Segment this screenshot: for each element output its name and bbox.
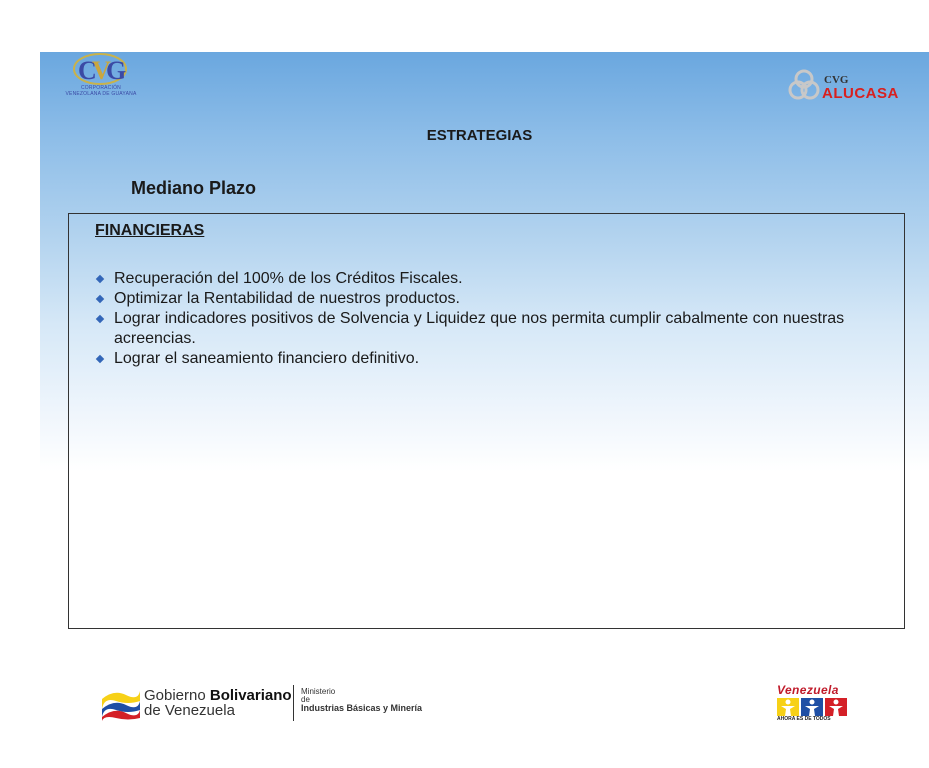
alucasa-name: ALUCASA [822,85,899,102]
venezuela-people-icon [777,698,847,716]
list-item [95,269,900,289]
bullet-diamond-icon [96,315,104,323]
cvg-caption-line2: VENEZOLANA DE GUAYANA [65,91,137,97]
svg-text:V: V [92,56,111,85]
footer-divider [293,685,294,721]
list-item-text: Optimizar la Rentabilidad de nuestros productos. [114,290,460,307]
list-item-text: Lograr el saneamiento financiero definitivo. [114,350,420,367]
bullet-diamond-icon [96,355,104,363]
footer-government-logo [100,685,460,725]
content-box [68,213,905,629]
list-item-text: Lograr indicadores positivos de Solvencia y Liquidez que nos permita cumplir cabalmente con nuestras acreencias. [114,310,845,347]
alucasa-prefix: CVG [824,74,849,86]
gov-line2: de Venezuela [144,702,235,719]
alucasa-logo [784,60,924,106]
ministry-line3: Industrias Básicas y Minería [301,703,423,713]
government-name [144,688,292,718]
list-item [95,349,900,369]
cvg-caption-line1: CORPORACIÓN [81,85,121,91]
cvg-logo [56,52,146,102]
bullet-list [95,269,900,369]
box-heading: FINANCIERAS [95,222,205,239]
venezuela-word: Venezuela [777,683,839,697]
list-item [95,309,900,349]
svg-text:G: G [106,56,127,85]
gov-line1-bold: Bolivariano [209,687,292,704]
cvg-caption [56,85,146,97]
list-item [95,289,900,309]
section-heading: Mediano Plazo [131,178,257,198]
venezuela-flag-icon [100,685,142,721]
bullet-diamond-icon [96,295,104,303]
list-item-text: Recuperación del 100% de los Créditos Fiscales. [114,270,463,287]
svg-text:C: C [78,56,97,85]
ministry-name [301,688,422,712]
cvg-logo-icon [72,52,128,86]
page-title: ESTRATEGIAS [426,127,533,144]
ministry-line2: de [301,695,310,704]
gov-line1-prefix: Gobierno [144,687,210,704]
ministry-line1: Ministerio [301,687,336,696]
footer-venezuela-logo [775,683,855,723]
venezuela-tagline: AHORA ES DE TODOS [777,716,831,722]
bullet-diamond-icon [96,275,104,283]
